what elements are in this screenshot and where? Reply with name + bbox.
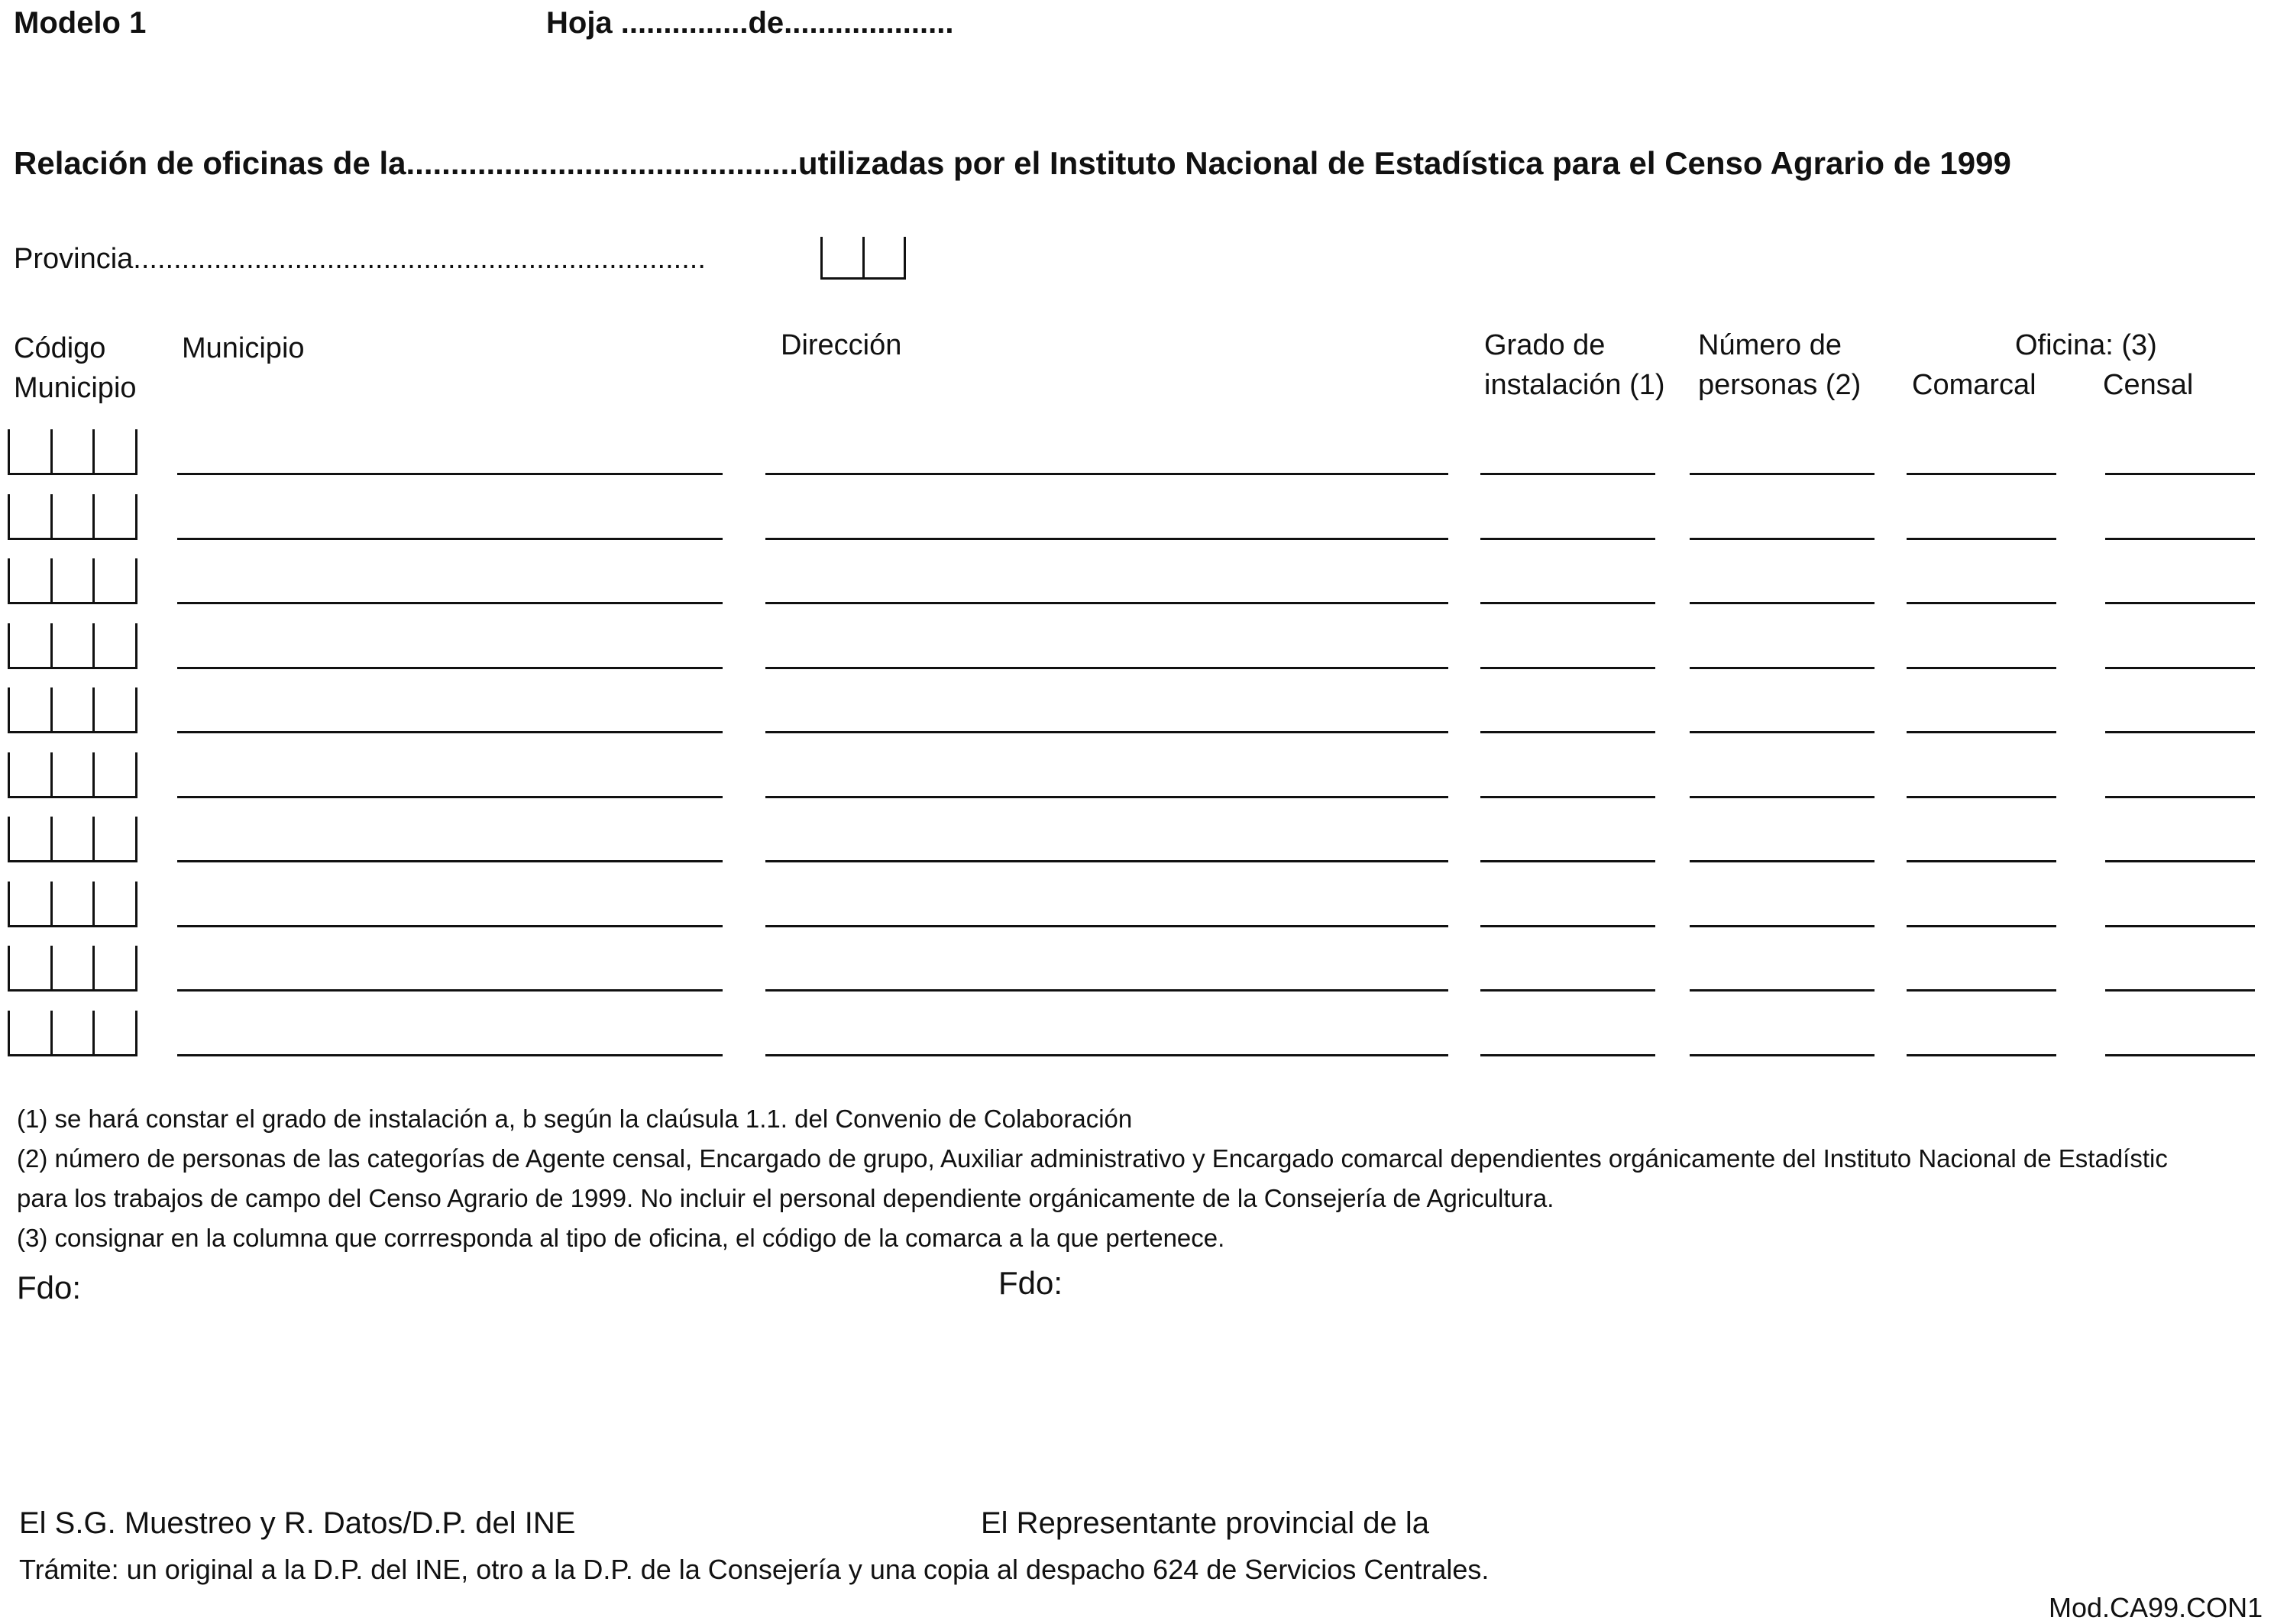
signature-left-label[interactable]: Fdo: xyxy=(17,1270,82,1305)
municipio-code-box[interactable] xyxy=(8,429,137,475)
grado-field[interactable] xyxy=(1480,860,1655,862)
censal-field[interactable] xyxy=(2105,731,2255,733)
footnote-2: (2) número de personas de las categorías de Agente censal, Encargado de grupo, Auxiliar administrativo y Encargado comarcal dependientes orgánicamente del Instituto Nacional de Estadístic xyxy=(17,1144,2168,1173)
censal-field[interactable] xyxy=(2105,473,2255,475)
grado-field[interactable] xyxy=(1480,538,1655,540)
col-header-censal: Censal xyxy=(2103,369,2194,401)
form-code: Mod.CA99.CON1 xyxy=(2049,1592,2263,1623)
comarcal-field[interactable] xyxy=(1907,602,2056,604)
footnote-2-continued: para los trabajos de campo del Censo Agrario de 1999. No incluir el personal dependiente orgánicamente de la Consejería de Agricultura. xyxy=(17,1184,1554,1212)
numero-field[interactable] xyxy=(1690,667,1875,669)
censal-field[interactable] xyxy=(2105,1054,2255,1056)
municipio-field[interactable] xyxy=(177,796,723,798)
numero-field[interactable] xyxy=(1690,473,1875,475)
sheet-number-field[interactable]: Hoja ...............de.................... xyxy=(546,6,954,40)
municipio-field[interactable] xyxy=(177,989,723,992)
model-label: Modelo 1 xyxy=(14,6,147,40)
censal-field[interactable] xyxy=(2105,667,2255,669)
municipio-code-box[interactable] xyxy=(8,752,137,798)
municipio-code-box[interactable] xyxy=(8,494,137,540)
direccion-field[interactable] xyxy=(765,1054,1448,1056)
censal-field[interactable] xyxy=(2105,925,2255,927)
censal-field[interactable] xyxy=(2105,602,2255,604)
municipio-field[interactable] xyxy=(177,473,723,475)
grado-field[interactable] xyxy=(1480,473,1655,475)
municipio-field[interactable] xyxy=(177,602,723,604)
form-title: Relación de oficinas de la............................................utilizadas por el Instituto Nacional de Estadística para el Censo Agrario de 1999 xyxy=(14,145,2011,181)
grado-field[interactable] xyxy=(1480,925,1655,927)
signatory-left-title: El S.G. Muestreo y R. Datos/D.P. del INE xyxy=(19,1506,576,1540)
direccion-field[interactable] xyxy=(765,538,1448,540)
municipio-code-box[interactable] xyxy=(8,558,137,604)
direccion-field[interactable] xyxy=(765,667,1448,669)
municipio-field[interactable] xyxy=(177,538,723,540)
censal-field[interactable] xyxy=(2105,538,2255,540)
province-label: Provincia....................................................................... xyxy=(14,243,706,275)
col-header-municipio: Municipio xyxy=(182,332,305,364)
municipio-code-box[interactable] xyxy=(8,623,137,669)
numero-field[interactable] xyxy=(1690,731,1875,733)
censal-field[interactable] xyxy=(2105,796,2255,798)
col-header-comarcal: Comarcal xyxy=(1912,369,2036,401)
footnote-3: (3) consignar en la columna que corrresponda al tipo de oficina, el código de la comarca a la que pertenece. xyxy=(17,1224,1225,1252)
numero-field[interactable] xyxy=(1690,860,1875,862)
comarcal-field[interactable] xyxy=(1907,925,2056,927)
grado-field[interactable] xyxy=(1480,989,1655,992)
municipio-field[interactable] xyxy=(177,925,723,927)
municipio-code-box[interactable] xyxy=(8,946,137,992)
col-header-direccion: Dirección xyxy=(781,329,902,361)
province-code-box[interactable] xyxy=(820,237,906,280)
numero-field[interactable] xyxy=(1690,1054,1875,1056)
numero-field[interactable] xyxy=(1690,538,1875,540)
municipio-field[interactable] xyxy=(177,667,723,669)
comarcal-field[interactable] xyxy=(1907,667,2056,669)
direccion-field[interactable] xyxy=(765,925,1448,927)
comarcal-field[interactable] xyxy=(1907,1054,2056,1056)
direccion-field[interactable] xyxy=(765,602,1448,604)
municipio-code-box[interactable] xyxy=(8,817,137,862)
municipio-code-box[interactable] xyxy=(8,687,137,733)
grado-field[interactable] xyxy=(1480,602,1655,604)
comarcal-field[interactable] xyxy=(1907,473,2056,475)
col-header-grado: Grado de instalación (1) xyxy=(1484,329,1665,401)
numero-field[interactable] xyxy=(1690,989,1875,992)
municipio-field[interactable] xyxy=(177,1054,723,1056)
signature-right-label[interactable]: Fdo: xyxy=(998,1265,1063,1301)
signatory-right-title: El Representante provincial de la xyxy=(981,1506,1430,1540)
municipio-code-box[interactable] xyxy=(8,1011,137,1056)
grado-field[interactable] xyxy=(1480,731,1655,733)
municipio-field[interactable] xyxy=(177,860,723,862)
col-header-numero: Número de personas (2) xyxy=(1698,329,1862,401)
comarcal-field[interactable] xyxy=(1907,860,2056,862)
comarcal-field[interactable] xyxy=(1907,989,2056,992)
col-header-oficina: Oficina: (3) xyxy=(2015,329,2157,361)
comarcal-field[interactable] xyxy=(1907,796,2056,798)
grado-field[interactable] xyxy=(1480,796,1655,798)
comarcal-field[interactable] xyxy=(1907,538,2056,540)
tramite-note: Trámite: un original a la D.P. del INE, otro a la D.P. de la Consejería y una copia al despacho 624 de Servicios Centrales. xyxy=(19,1554,1490,1585)
numero-field[interactable] xyxy=(1690,796,1875,798)
direccion-field[interactable] xyxy=(765,989,1448,992)
direccion-field[interactable] xyxy=(765,796,1448,798)
col-header-code: Código Municipio xyxy=(14,332,137,404)
numero-field[interactable] xyxy=(1690,602,1875,604)
footnote-1: (1) se hará constar el grado de instalación a, b según la claúsula 1.1. del Convenio de Colaboración xyxy=(17,1105,1133,1133)
direccion-field[interactable] xyxy=(765,731,1448,733)
numero-field[interactable] xyxy=(1690,925,1875,927)
censal-field[interactable] xyxy=(2105,989,2255,992)
censal-field[interactable] xyxy=(2105,860,2255,862)
direccion-field[interactable] xyxy=(765,860,1448,862)
municipio-field[interactable] xyxy=(177,731,723,733)
municipio-code-box[interactable] xyxy=(8,882,137,927)
grado-field[interactable] xyxy=(1480,1054,1655,1056)
grado-field[interactable] xyxy=(1480,667,1655,669)
direccion-field[interactable] xyxy=(765,473,1448,475)
comarcal-field[interactable] xyxy=(1907,731,2056,733)
